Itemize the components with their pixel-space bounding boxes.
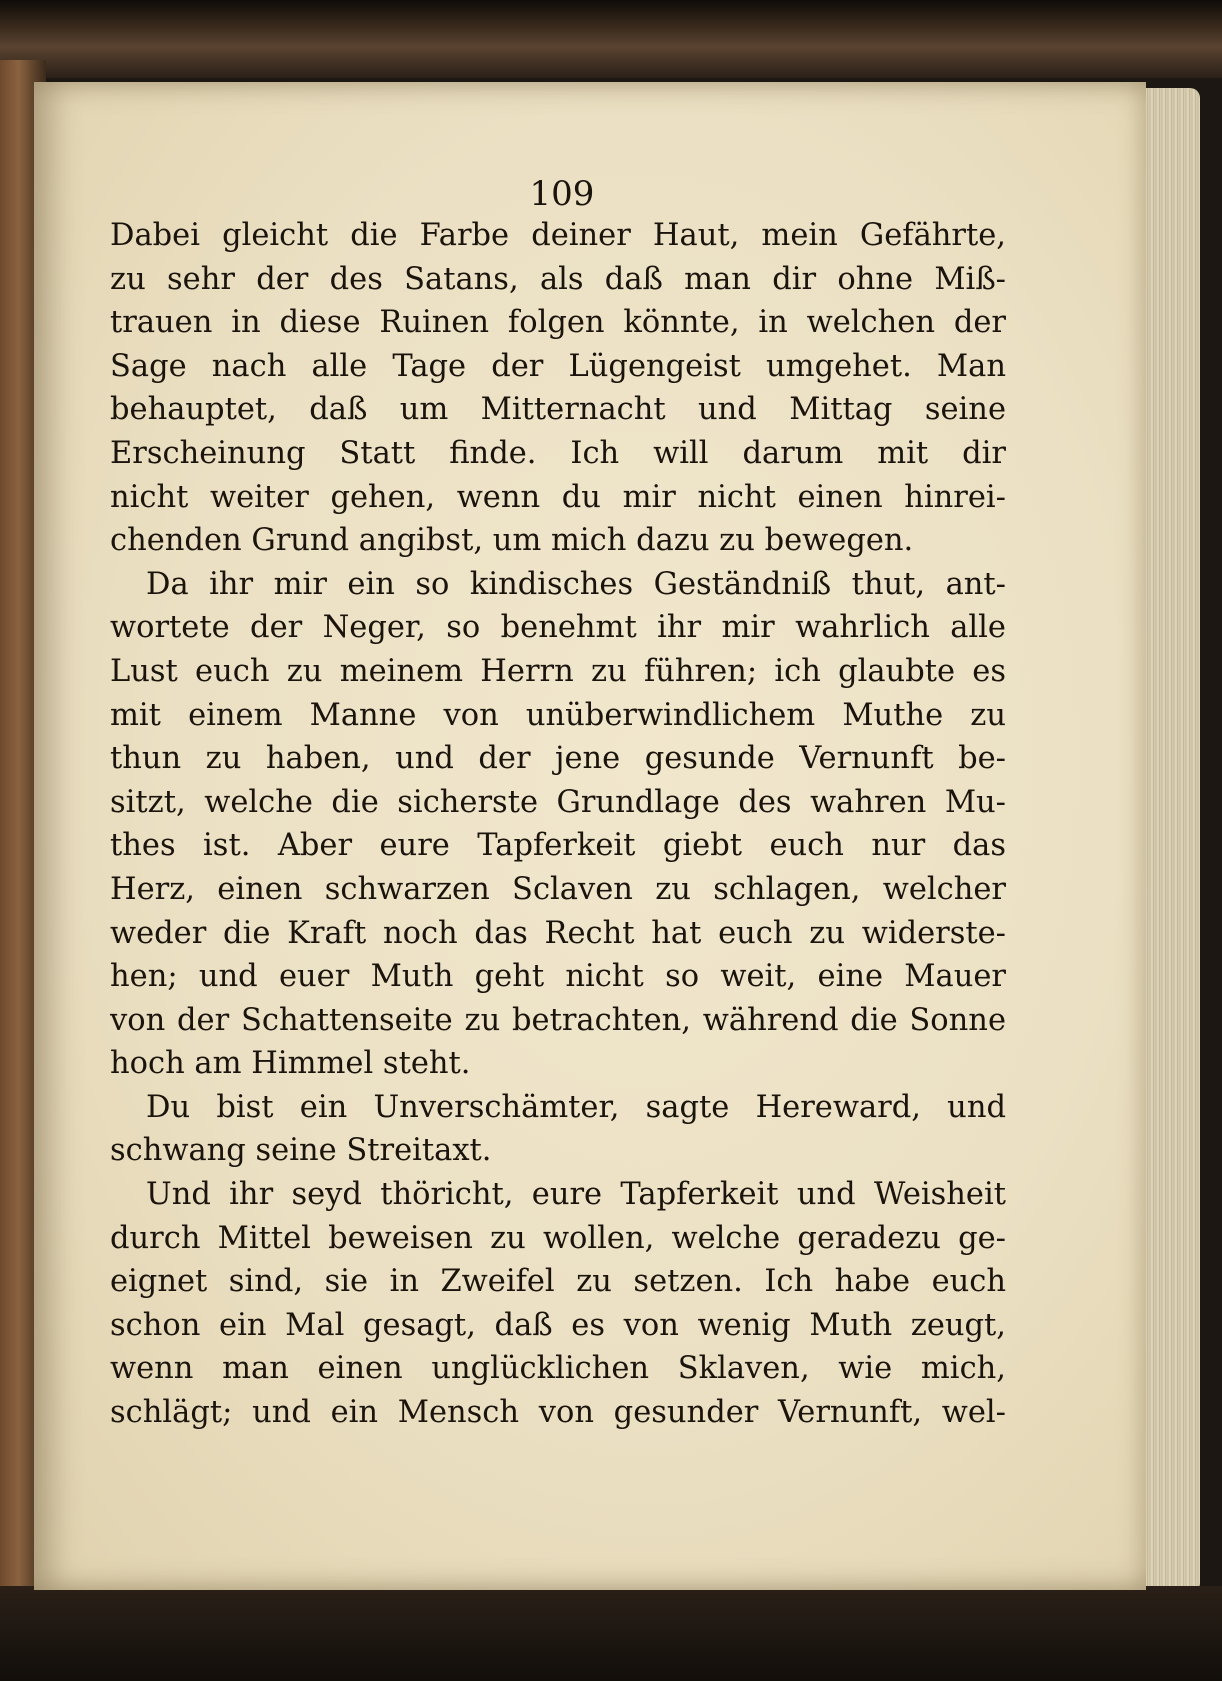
text-line: behauptet, daß um Mitternacht und Mittag seine — [110, 392, 1006, 428]
text-line: thes ist. Aber eure Tapferkeit giebt euch nur das — [110, 828, 1006, 864]
page-number: 109 — [529, 174, 595, 214]
text-line: Du bist ein Unverschämter, sagte Hereward, und — [146, 1089, 1006, 1125]
text-line: Herz, einen schwarzen Sclaven zu schlagen, welcher — [110, 871, 1006, 907]
text-line: eignet sind, sie in Zweifel zu setzen. Ich habe euch — [110, 1264, 1006, 1300]
book-binding-bottom — [0, 1586, 1222, 1681]
text-line: schon ein Mal gesagt, daß es von wenig Muth zeugt, — [110, 1307, 1006, 1343]
text-line: sitzt, welche die sicherste Grundlage des wahren Mu- — [110, 784, 1006, 820]
text-line: Da ihr mir ein so kindisches Geständniß thut, ant- — [146, 566, 1006, 602]
text-line: Erscheinung Statt finde. Ich will darum mit dir — [110, 435, 1006, 471]
text-line: mit einem Manne von unüberwindlichem Muthe zu — [110, 697, 1006, 733]
text-line: thun zu haben, und der jene gesunde Vernunft be- — [110, 741, 1006, 777]
text-line: schlägt; und ein Mensch von gesunder Vernunft, wel- — [110, 1395, 1006, 1431]
text-line: durch Mittel beweisen zu wollen, welche geradezu ge- — [110, 1220, 1006, 1256]
text-line: Dabei gleicht die Farbe deiner Haut, mein Gefährte, — [110, 218, 1006, 253]
text-line: hen; und euer Muth geht nicht so weit, eine Mauer — [110, 959, 1006, 995]
text-line: trauen in diese Ruinen folgen könnte, in welchen der — [110, 305, 1006, 341]
text-line: wortete der Neger, so benehmt ihr mir wahrlich alle — [110, 610, 1006, 646]
text-line: zu sehr der des Satans, als daß man dir ohne Miß- — [110, 261, 1006, 297]
text-line: Sage nach alle Tage der Lügengeist umgehet. Man — [110, 348, 1006, 384]
text-line: wenn man einen unglücklichen Sklaven, wie mich, — [110, 1351, 1006, 1387]
text-line: von der Schattenseite zu betrachten, während die Sonne — [110, 1002, 1006, 1038]
text-line: nicht weiter gehen, wenn du mir nicht einen hinrei- — [110, 479, 1006, 515]
text-line: weder die Kraft noch das Recht hat euch zu widerste- — [110, 915, 1006, 951]
text-line: hoch am Himmel steht. — [110, 1046, 471, 1082]
book-binding-top — [0, 0, 1222, 78]
book-page — [34, 82, 1146, 1590]
text-line: Und ihr seyd thöricht, eure Tapferkeit und Weisheit — [146, 1177, 1006, 1213]
text-line: Lust euch zu meinem Herrn zu führen; ich glaubte es — [110, 653, 1006, 689]
body-text — [110, 214, 1006, 1435]
text-line: schwang seine Streitaxt. — [110, 1133, 492, 1169]
text-line: chenden Grund angibst, um mich dazu zu bewegen. — [110, 523, 914, 559]
